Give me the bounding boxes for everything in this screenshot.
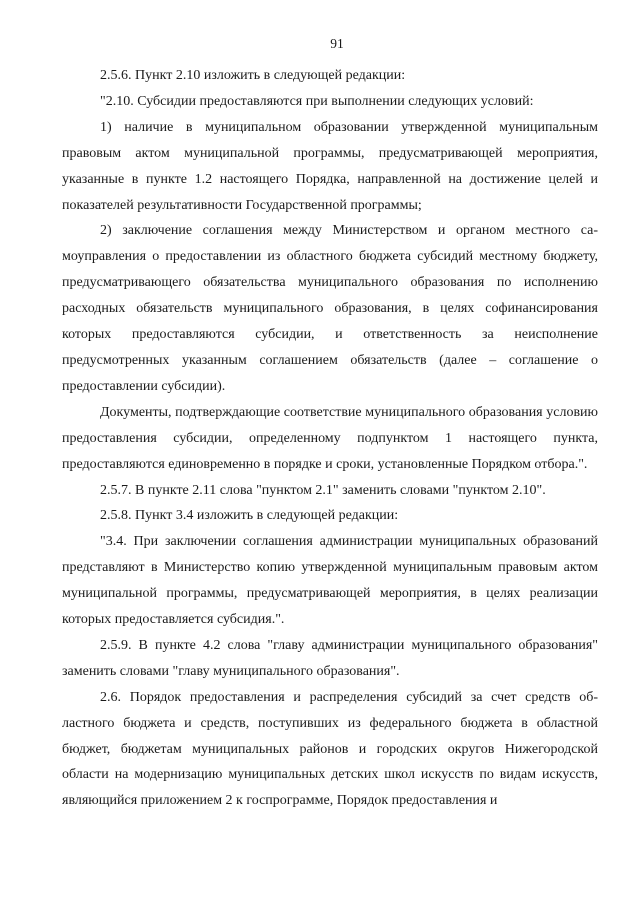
paragraph-2-6: 2.6. Порядок предоставления и распределения субсидий за счет средств областного бюджета и средств, поступивших из федерального бюджета в областной бюджет, бюджетам муниципальных районов и городских округов Нижегородской области на модернизацию муниципальных детских школ искусств по видам искусств, являющийся приложением 2 к госпрограмме, Порядок предоставления и <box>62 689 598 809</box>
paragraph-condition-2: 2) заключение соглашения между Министерством и органом местного самоуправления о предоставлении из областного бюджета субсидий местному бюджету, предусматривающего обязательства муниципального образования по исполнению расходных обязательств муниципального образования, в целях софинансирования которых предоставляются субсидии, и ответственность за неисполнение предусмотренных указанным соглашением обязательств (далее – соглашение о предоставлении субсидии). <box>62 223 598 394</box>
paragraph-condition-1: 1) наличие в муниципальном образовании утвержденной муниципальным правовым актом муниципальной программы, предусматривающей мероприятия, указанные в пункте 1.2 настоящего Порядка, направленной на достижение целей и показателей результативности Государственной программы; <box>62 119 598 213</box>
paragraph-2-5-6: 2.5.6. Пункт 2.10 изложить в следующей редакции: <box>100 68 406 83</box>
paragraph-documents: Документы, подтверждающие соответствие муниципального образования условию предоставления субсидии, определенному подпунктом 1 настоящего пункта, предоставляются единовременно в порядке и сроки, установленные Порядком отбора.". <box>62 404 598 472</box>
paragraph-2-10-heading: "2.10. Субсидии предоставляются при выполнении следующих условий: <box>100 93 534 109</box>
paragraph-2-5-8: 2.5.8. Пункт 3.4 изложить в следующей редакции: <box>100 508 399 524</box>
page-number: 91 <box>330 36 344 51</box>
paragraph-2-5-7: 2.5.7. В пункте 2.11 слова "пунктом 2.1" заменить словами "пунктом 2.10". <box>100 482 546 498</box>
paragraph-3-4: "3.4. При заключении соглашения администрации муниципальных образований представляют в Министерство копию утвержденной муниципальным правовым актом муниципальной программы, предусматривающей мероприятия, в целях реализации которых предоставляется субсидия.". <box>62 534 598 628</box>
paragraph-2-5-9: 2.5.9. В пункте 4.2 слова "главу администрации муниципального образования" заменить словами "главу муниципального образования". <box>62 637 598 679</box>
